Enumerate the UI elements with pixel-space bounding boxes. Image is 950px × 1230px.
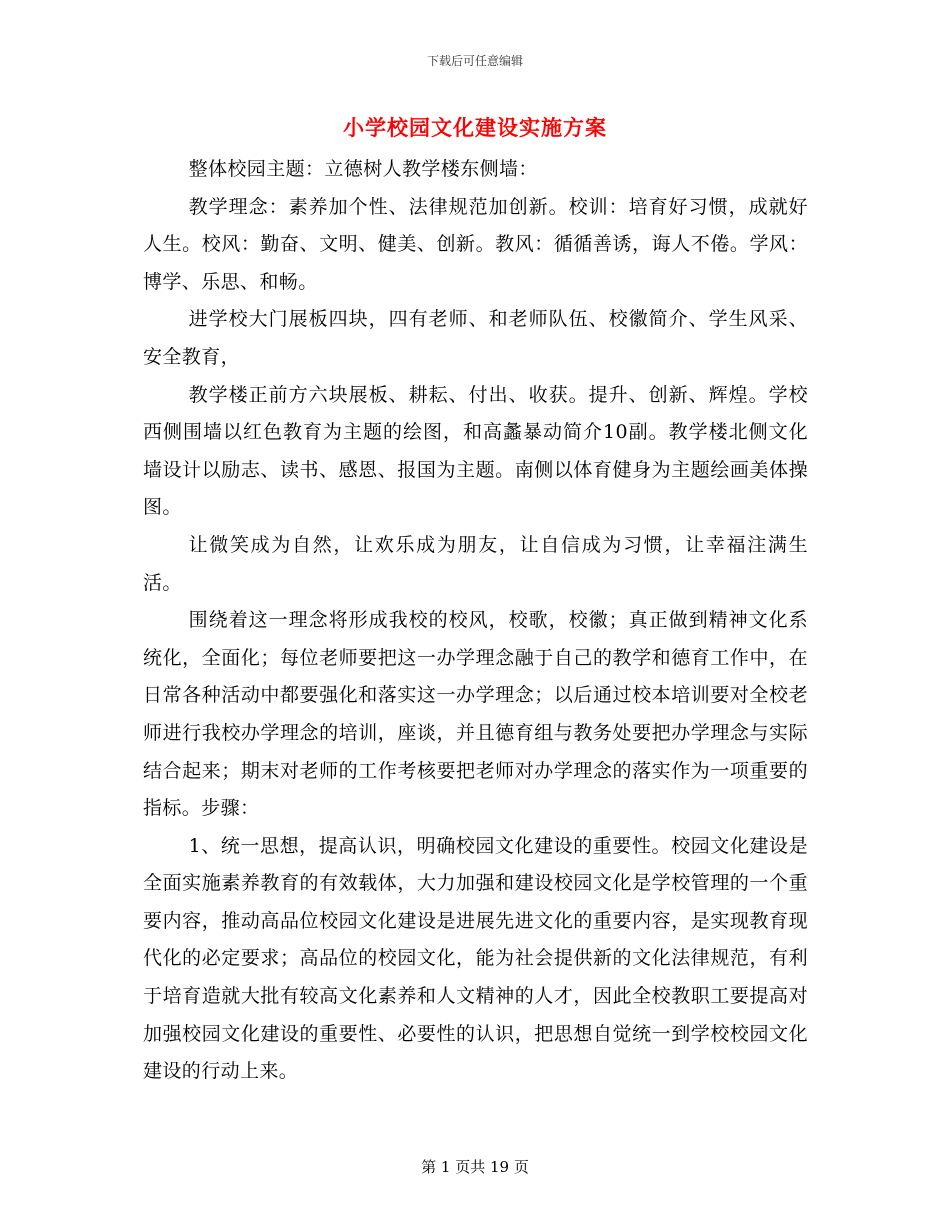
page-header-note: 下载后可任意编辑: [426, 54, 523, 68]
document-title: 小学校园文化建设实施方案: [343, 115, 607, 140]
paragraph-step-1: 1、统一思想，提高认识，明确校园文化建设的重要性。校园文化建设是全面实施素养教育的有效载体，大力加强和建设校园文化是学校管理的一个重要内容，推动高品位校园文化建设是进展先进文化的重要内容，是实现教育现代化的必定要求；高品位的校园文化，能为社会提供新的文化法律规范，有利于培育造就大批有较高文化素养和人文精神的人才，因此全校教职工要提高对加强校园文化建设的重要性、必要性的认识，把思想自觉统一到学校校园文化建设的行动上来。: [143, 834, 808, 1083]
paragraph-motto: 让微笑成为自然，让欢乐成为朋友，让自信成为习惯，让幸福注满生活。: [143, 533, 808, 594]
paragraph-theme: 整体校园主题：立德树人教学楼东侧墙：: [188, 158, 538, 180]
paragraph-gate-boards: 进学校大门展板四块，四有老师、和老师队伍、校徽简介、学生风采、安全教育，: [143, 308, 808, 368]
paragraph-implementation: 围绕着这一理念将形成我校的校风，校歌，校徽；真正做到精神文化系统化，全面化；每位老师要把这一办学理念融于自己的教学和德育工作中，在日常各种活动中都要强化和落实这一办学理念；以后通过校本培训要对全校老师进行我校办学理念的培训，座谈，并且德育组与教务处要把办学理念与实际结合起来；期末对老师的工作考核要把老师对办学理念的落实作为一项重要的指标。步骤：: [143, 609, 808, 820]
page-number: 第 1 页共 19 页: [421, 1158, 529, 1176]
document-body: [143, 151, 808, 1091]
paragraph-teaching-philosophy: 教学理念：素养加个性、法律规范加创新。校训：培育好习惯，成就好人生。校风：勤奋、文明、健美、创新。教风：循循善诱，诲人不倦。学风：博学、乐思、和畅。: [143, 195, 808, 293]
paragraph-building-boards: 教学楼正前方六块展板、耕耘、付出、收获。提升、创新、辉煌。学校西侧围墙以红色教育为主题的绘图，和高蠡暴动简介10副。教学楼北侧文化墙设计以励志、读书、感恩、报国为主题。南侧以体育健身为主题绘画美体操图。: [143, 383, 808, 519]
